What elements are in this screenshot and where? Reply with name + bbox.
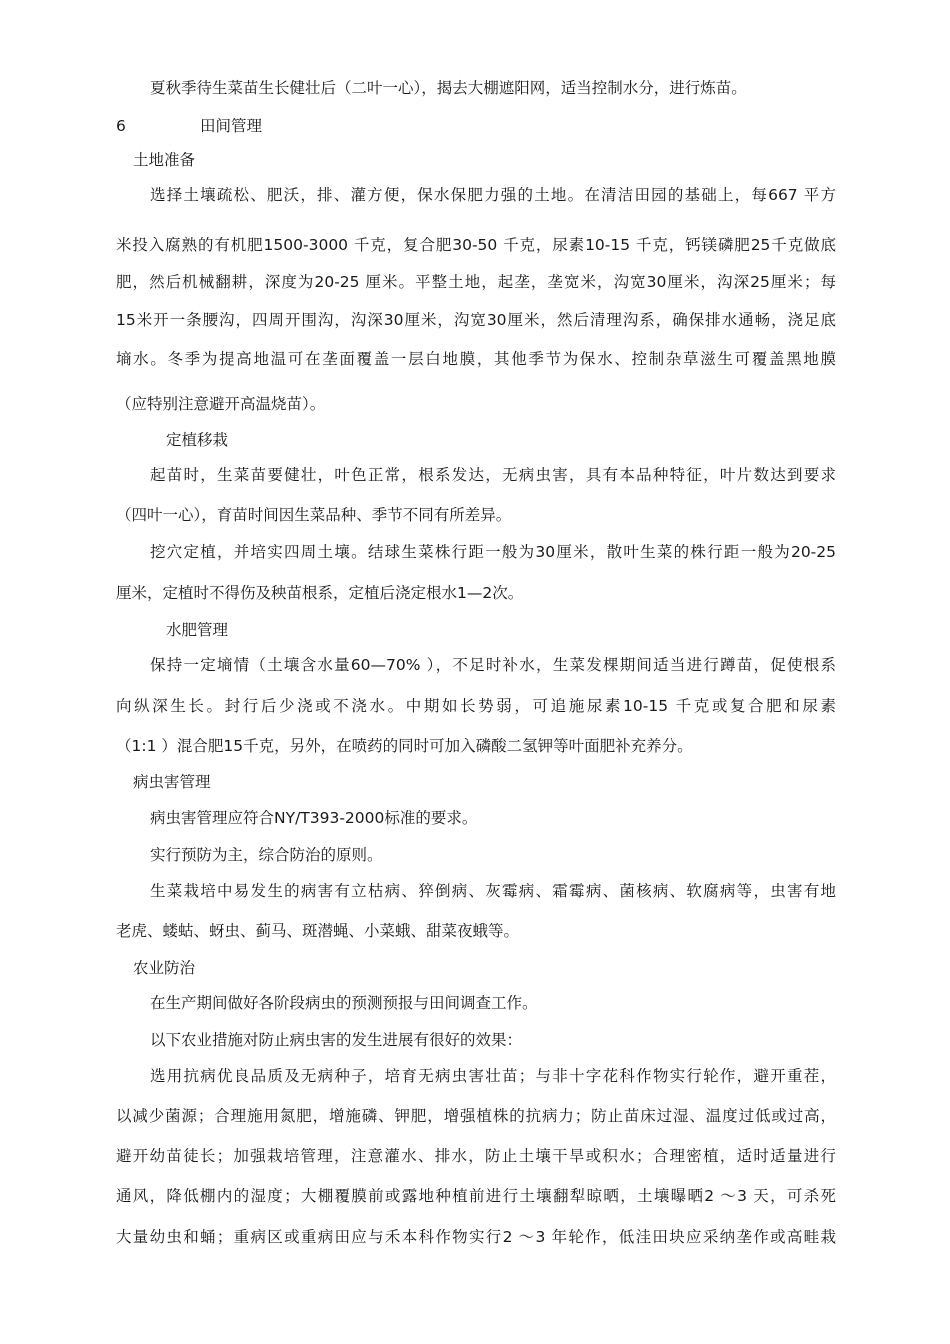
transplant-line: 起苗时，生菜苗要健壮，叶色正常，根系发达，无病虫害，具有本品种特征，叶片数达到要求	[150, 466, 836, 484]
heading-transplanting: 定植移栽	[166, 431, 229, 449]
pest-line: 生菜栽培中易发生的病害有立枯病、猝倒病、灰霉病、霜霉病、菌核病、软腐病等，虫害有地	[150, 882, 836, 900]
land-prep-line: 15米开一条腰沟，四周开围沟，沟深30厘米，沟宽30厘米，然后清理沟系，确保排水通畅，浇足底	[116, 311, 836, 329]
agri-line: 选用抗病优良品质及无病种子，培育无病虫害壮苗；与非十字花科作物实行轮作，避开重茬，	[150, 1067, 836, 1085]
paragraph-hardening-seedlings: 夏秋季待生菜苗生长健壮后（二叶一心），揭去大棚遮阳网，适当控制水分，进行炼苗。	[150, 79, 747, 97]
land-prep-line: 选择土壤疏松、肥沃，排、灌方便，保水保肥力强的土地。在清洁田园的基础上，每667 平方	[150, 186, 836, 204]
transplant-line: 挖穴定植，并培实四周土壤。结球生菜株行距一般为30厘米，散叶生菜的株行距一般为20-25	[150, 543, 836, 561]
heading-agricultural-control: 农业防治	[133, 959, 196, 977]
pest-line: 老虎、蝼蛄、蚜虫、蓟马、斑潜蝇、小菜蛾、甜菜夜蛾等。	[116, 922, 520, 940]
land-prep-line: 肥，然后机械翻耕，深度为20-25 厘米。平整土地，起垄，垄宽米，沟宽30厘米，沟深25厘米；每	[116, 273, 836, 291]
land-prep-line: （应特别注意避开高温烧苗）。	[116, 395, 326, 413]
agri-paragraph: 在生产期间做好各阶段病虫的预测预报与田间调查工作。	[150, 994, 538, 1012]
section-number: 6	[116, 117, 126, 135]
agri-line: 通风，降低棚内的湿度；大棚覆膜前或露地种植前进行土壤翻犁晾晒，土壤曝晒2 ～3 天，可杀死	[116, 1187, 836, 1205]
transplant-line: 厘米，定植时不得伤及秧苗根系，定植后浇定根水1—2次。	[116, 584, 524, 602]
agri-line: 大量幼虫和蛹；重病区或重病田应与禾本科作物实行2 ～3 年轮作，低洼田块应采纳垄作或高畦栽	[116, 1228, 836, 1246]
agri-line: 以减少菌源；合理施用氮肥，增施磷、钾肥，增强植株的抗病力；防止苗床过湿、温度过低或过高，	[116, 1107, 836, 1125]
water-fert-line: 向纵深生长。封行后少浇或不浇水。中期如长势弱，可追施尿素10-15 千克或复合肥和尿素	[116, 697, 836, 715]
heading-land-preparation: 土地准备	[133, 151, 196, 169]
transplant-line: （四叶一心），育苗时间因生菜品种、季节不同有所差异。	[116, 506, 512, 524]
section-title: 田间管理	[200, 117, 263, 135]
land-prep-line: 米投入腐熟的有机肥1500-3000 千克，复合肥30-50 千克，尿素10-15 千克，钙镁磷肥25千克做底	[116, 236, 836, 254]
heading-pest-management: 病虫害管理	[133, 773, 211, 791]
land-prep-line: 墒水。冬季为提高地温可在垄面覆盖一层白地膜，其他季节为保水、控制杂草滋生可覆盖黑地膜	[116, 350, 836, 368]
water-fert-line: 保持一定墒情（土壤含水量60—70% ），不足时补水，生菜发棵期间适当进行蹲苗，促使根系	[150, 656, 836, 674]
agri-line: 避开幼苗徒长；加强栽培管理，注意灌水、排水，防止土壤干旱或积水；合理密植，适时适量进行	[116, 1147, 836, 1165]
pest-paragraph: 病虫害管理应符合NY/T393-2000标准的要求。	[150, 809, 478, 827]
agri-paragraph: 以下农业措施对防止病虫害的发生进展有很好的效果：	[150, 1031, 523, 1049]
heading-water-fertilizer: 水肥管理	[166, 621, 229, 639]
pest-paragraph: 实行预防为主，综合防治的原则。	[150, 846, 383, 864]
water-fert-line: （1:1 ）混合肥15千克，另外，在喷药的同时可加入磷酸二氢钾等叶面肥补充养分。	[116, 737, 693, 755]
